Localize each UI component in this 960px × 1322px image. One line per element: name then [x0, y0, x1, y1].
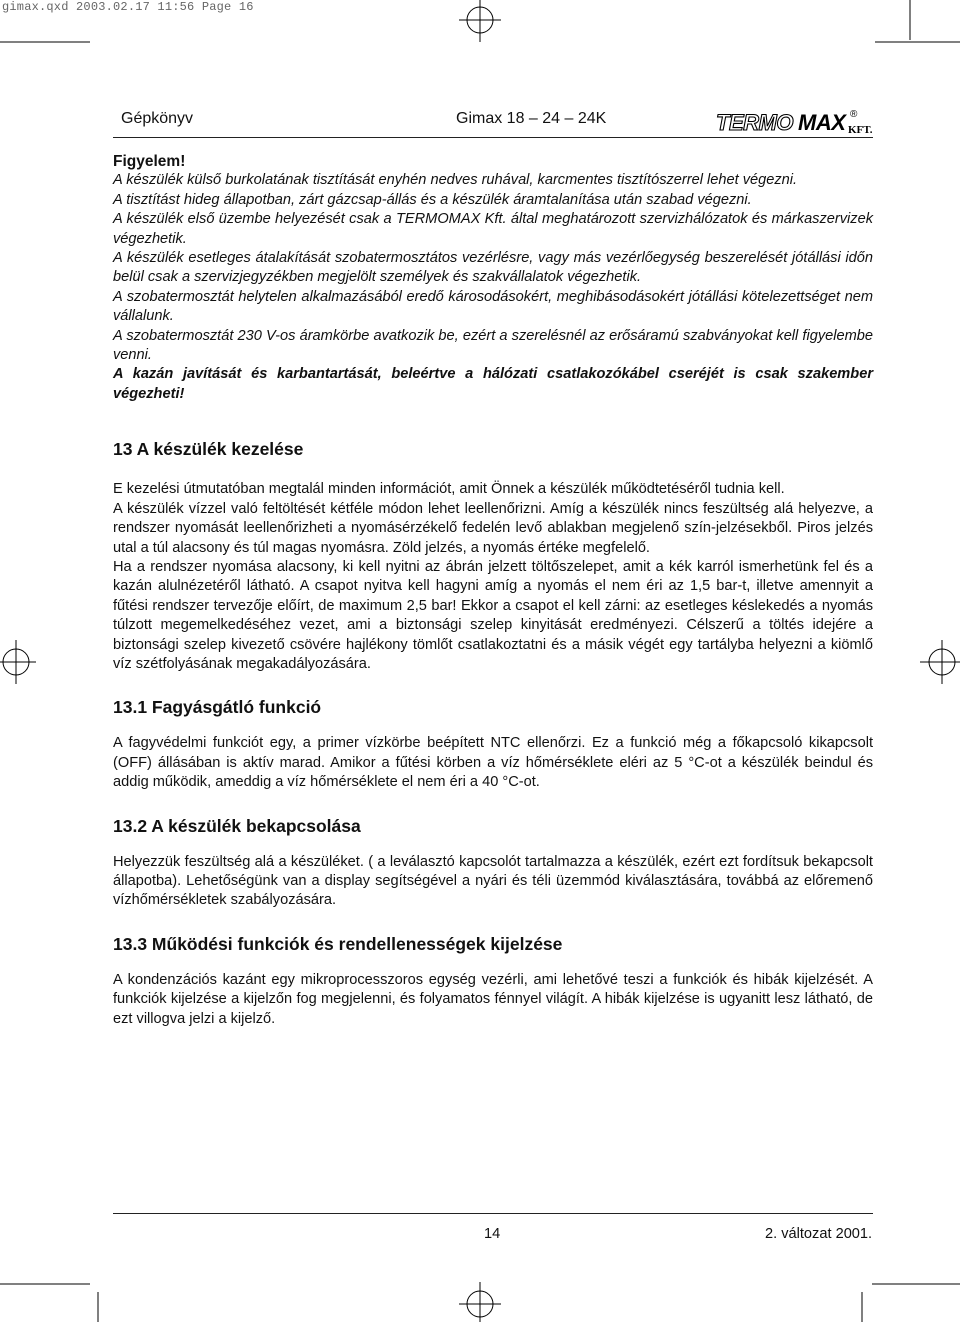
notice-paragraph: A készülék első üzembe helyezését csak a TERMOMAX Kft. által meghatározott szervizhálózatok és márkaszervizek végezhetik. [113, 211, 873, 247]
header-model-name: Gimax 18 – 24 – 24K [456, 110, 607, 127]
notice-warning: A kazán javítását és karbantartását, beleértve a hálózati csatlakozókábel cseréjét is csak szakember végezheti! [113, 366, 873, 402]
registration-mark-bottom [459, 1282, 501, 1322]
registration-mark-top [459, 0, 501, 42]
svg-text:MAX: MAX [798, 110, 846, 135]
svg-text:®: ® [850, 109, 858, 120]
section-heading-13: 13 A készülék kezelése [113, 439, 304, 460]
section-13-3-paragraph: A kondenzációs kazánt egy mikroprocesszoros egység vezérli, ami lehetővé teszi a funkciók és hibák kijelzését. A funkciók kijelzése a kijelzőn fog megjelenni, és folyamatos fénnyel világít. A hibák kijelzése is ugyanitt lesz látható, de ezt villogva jelzi a kijelző. [113, 971, 873, 1027]
section-13-2-paragraph: Helyezzük feszültség alá a készüléket. ( a leválasztó kapcsolót tartalmazza a készülék, ezért ezt fordítsuk bekapcsolt állapotba). Lehetőségünk van a display segítségével a nyári és téli üzemmód kiválasztására, továbbá az előremenő vízhőmérsékletek szabályozására. [113, 853, 873, 909]
notice-paragraph: A szobatermosztát helytelen alkalmazásából eredő károsodásokért, meghibásodásokért jótállási kötelezettséget nem vállalunk. [113, 288, 873, 325]
notice-paragraph: A készülék külső burkolatának tisztítását enyhén nedves ruhával, karcmentes tisztítószerrel lehet végezni. [113, 172, 798, 189]
section-13-1-paragraph: A fagyvédelmi funkciót egy, a primer vízkörbe beépített NTC ellenőrzi. Ez a funkció még a főkapcsoló kikapcsolt (OFF) állásában is aktív marad. Amikor a fűtési körben a víz hőmérséklete eléri az 5 °C-ot a készülék beindul és addig működik, ameddig a víz hőmérséklete el nem éri a 40 °C-ot. [113, 735, 873, 791]
notice-paragraph: A tisztítást hideg állapotban, zárt gázcsap-állás és a készülék áramtalanítása után szabad végezni. [113, 191, 752, 208]
section-heading-13-2: 13.2 A készülék bekapcsolása [113, 815, 361, 836]
svg-text:KFT.: KFT. [848, 124, 873, 136]
notice-title: Figyelem! [113, 153, 186, 170]
registration-mark-left [0, 640, 36, 684]
termomax-logo [716, 108, 876, 136]
crop-mark-top-right [875, 0, 960, 50]
registration-mark-right [920, 640, 960, 684]
notice-paragraph: A készülék esetleges átalakítását szobatermosztátos vezérlésre, vagy más vezérlőegység beszerelését jótállási időn belül csak a szervizjegyzékben megjelölt személyek és szakvállalatok végezhetik. [113, 250, 873, 286]
svg-text:TERMO: TERMO [716, 110, 793, 135]
section-heading-13-3: 13.3 Működési funkciók és rendellenességek kijelzése [113, 933, 563, 954]
footer-rule [113, 1213, 873, 1214]
section-13-paragraph: E kezelési útmutatóban megtalál minden információt, amit Önnek a készülék működtetéséről tudnia kell. [113, 481, 785, 498]
section-heading-13-1: 13.1 Fagyásgátló funkció [113, 697, 322, 718]
crop-mark-top-left [0, 36, 90, 48]
crop-mark-bottom-left [0, 1270, 100, 1322]
print-slug: gimax.qxd 2003.02.17 11:56 Page 16 [2, 0, 254, 14]
version-label: 2. változat 2001. [765, 1226, 873, 1242]
section-13-paragraph: Ha a rendszer nyomása alacsony, ki kell nyitni az ábrán jelzett töltőszelepet, amit a kék karról ismerhetünk fel és a kazán alulnézetéről látható. A csapot nyitva kell hagyni amíg a nyomás el nem éri az 1,5 bar-t, illetve amennyit a fűtési rendszer tervezője előírt, de maximum 2,5 bar! Ekkor a csapot el kell zárni: az esetleges késlekedés a nyomás túlzott megemelkedéséhez vezet, ami a biztonsági szelep kinyitását eredményezi. Célszerű a töltés idejére a biztonsági szelep kivezető csövére hajlékony tömlőt csatlakoztatni és a másik végét egy tartályba helyezni a kiömlő víz szétfolyásának megakadályozására. [113, 558, 873, 672]
header-manual-title: Gépkönyv [121, 110, 194, 127]
header-rule [113, 137, 873, 138]
page-number: 14 [484, 1226, 501, 1242]
crop-mark-bottom-right [860, 1270, 960, 1322]
page-body [113, 152, 873, 1029]
notice-paragraph: A szobatermosztát 230 V-os áramkörbe avatkozik be, ezért a szerelésnél az erősáramú szabványokat kell figyelembe venni. [113, 327, 873, 364]
section-13-paragraph: A készülék vízzel való feltöltését kétféle módon lehet leellenőrizni. Amíg a készülék nincs feszültség alá helyezve, a rendszer nyomását leellenőrizheti a nyomásérzékelő fedelén levő ablakban megjelenő szín-jelzésekből. Piros jelzés utal a túl alacsony és túl magas nyomásra. Zöld jelzés, a nyomás értéke megfelelő. [113, 500, 873, 556]
